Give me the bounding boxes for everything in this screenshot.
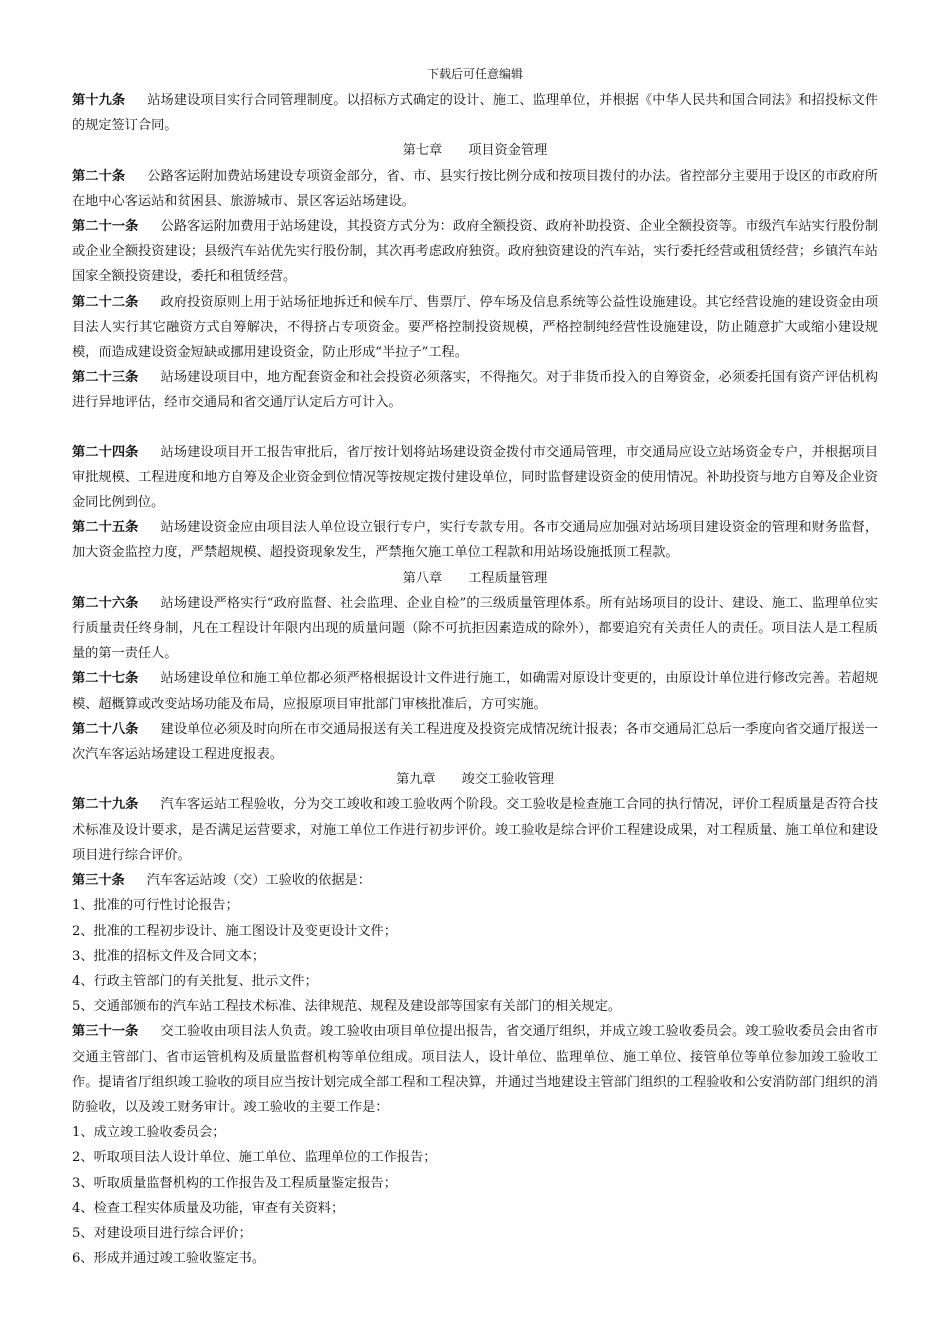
chapter-7-heading: [72, 138, 878, 163]
article-number: 第二十八条: [72, 721, 139, 737]
chapter-title: 项目资金管理: [468, 143, 548, 159]
article-28: [72, 717, 878, 767]
chapter-number: 第九章: [396, 772, 436, 788]
list-item: 2、批准的工程初步设计、施工图设计及变更设计文件；: [72, 923, 397, 939]
article-text: 汽车客运站工程验收，分为交工竣收和竣工验收两个阶段。交工验收是检查施工合同的执行情况，评价工程质量是否符合技术标准及设计要求，是否满足运营要求，对施工单位工作进行初步评价。竣工验收是综合评价工程建设成果，对工程质量、施工单位和建设项目进行综合评价。: [72, 797, 879, 863]
article-text: 公路客运附加费用于站场建设，其投资方式分为：政府全额投资、政府补助投资、企业全额投资等。市级汽车站实行股份制或企业全额投资建设；县级汽车站优先实行股份制，其次再考虑政府独资。政府独资建设的汽车站，实行委托经营或租赁经营；乡镇汽车站国家全额投资建设，委托和租赁经营。: [72, 219, 879, 285]
article-text: 公路客运附加费站场建设专项资金部分，省、市、县实行按比例分成和按项目拨付的办法。省控部分主要用于设区的市政府所在地中心客运站和贫困县、旅游城市、景区客运站场建设。: [72, 168, 878, 209]
article-30: [72, 868, 878, 893]
page-header: 下载后可任意编辑: [426, 67, 523, 81]
chapter-title: 工程质量管理: [468, 570, 548, 586]
article-number: 第二十六条: [72, 595, 139, 611]
article-21: [72, 214, 878, 290]
article-text: 政府投资原则上用于站场征地拆迁和候车厅、售票厅、停车场及信息系统等公益性设施建设。其它经营设施的建设资金由项目法人实行其它融资方式自筹解决，不得挤占专项资金。要严格控制投资规模，严格控制纯经营性设施建设，防止随意扩大或缩小建设规模，而造成建设资金短缺或挪用建设资金，防止形成“半拉子”工程。: [72, 294, 879, 361]
list-item: 4、检查工程实体质量及功能，审查有关资料；: [72, 1200, 345, 1216]
list-item: 4、行政主管部门的有关批复、批示文件；: [72, 973, 318, 989]
article-25: [72, 515, 878, 565]
list-item: 2、听取项目法人设计单位、施工单位、监理单位的工作报告；: [72, 1150, 437, 1166]
article-text: 站场建设项目实行合同管理制度。以招标方式确定的设计、施工、监理单位，并根据《中华人民共和国合同法》和招投标文件的规定签订合同。: [72, 93, 878, 134]
article-number: 第二十三条: [72, 370, 139, 386]
blank-line: [72, 416, 878, 440]
article-number: 第三十条: [72, 873, 125, 889]
article-number: 第二十一条: [72, 219, 139, 235]
article-number: 第二十九条: [72, 797, 139, 813]
article-19: [72, 88, 878, 138]
article-text: 站场建设项目开工报告审批后，省厅按计划将站场建设资金拨付市交通局管理，市交通局应设立站场资金专户，并根据项目审批规模、工程进度和地方自筹及企业资金到位情况等按规定拨付建设单位，同时监督建设资金的使用情况。补助投资与地方自筹及企业资金同比例到位。: [72, 444, 879, 511]
article-number: 第三十一条: [72, 1024, 139, 1040]
list-item: 6、形成并通过竣工验收鉴定书。: [72, 1251, 266, 1267]
chapter-8-heading: [72, 566, 878, 591]
article-number: 第二十二条: [72, 294, 139, 310]
article-24: [72, 440, 878, 516]
article-31: [72, 1019, 878, 1120]
article-text: 建设单位必须及时向所在市交通局报送有关工程进度及投资完成情况统计报表；各市交通局汇总后一季度向省交通厅报送一次汽车客运站场建设工程进度报表。: [72, 721, 879, 763]
article-text: 站场建设资金应由项目法人单位设立银行专户，实行专款专用。各市交通局应加强对站场项目建设资金的管理和财务监督，加大资金监控力度，严禁超规模、超投资现象发生，严禁拖欠施工单位工程款和用站场设施抵顶工程款。: [72, 520, 879, 561]
article-number: 第十九条: [72, 93, 126, 108]
article-number: 第二十四条: [72, 444, 139, 460]
list-item: 3、听取质量监督机构的工作报告及工程质量鉴定报告；: [72, 1175, 397, 1191]
article-number: 第二十五条: [72, 520, 139, 536]
article-29: [72, 792, 878, 868]
list-item: 1、批准的可行性讨论报告；: [72, 898, 239, 914]
chapter-number: 第七章: [402, 143, 443, 159]
article-26: [72, 591, 878, 667]
chapter-9-heading: [72, 767, 878, 792]
chapter-title: 竣交工验收管理: [461, 772, 554, 788]
article-text: 站场建设单位和施工单位都必须严格根据设计文件进行施工，如确需对原设计变更的，由原设计单位进行修改完善。若超规模、超概算或改变站场功能及布局，应报原项目审批部门审核批准后，方可实施。: [72, 671, 879, 712]
article-text: 汽车客运站竣（交）工验收的依据是：: [146, 873, 371, 889]
article-20: [72, 164, 878, 214]
article-22: [72, 290, 878, 366]
article-text: 站场建设项目中，地方配套资金和社会投资必须落实，不得拖欠。对于非货币投入的自筹资金，必须委托国有资产评估机构进行异地评估，经市交通局和省交通厅认定后方可计入。: [72, 370, 879, 411]
article-23: [72, 365, 878, 415]
article-number: 第二十七条: [72, 671, 139, 687]
chapter-number: 第八章: [402, 570, 443, 586]
article-text: 交工验收由项目法人负责。竣工验收由项目单位提出报告，省交通厅组织，并成立竣工验收委员会。竣工验收委员会由省市交通主管部门、省市运管机构及质量监督机构等单位组成。项目法人，设计单位、监理单位、施工单位、接管单位等单位参加竣工验收工作。提请省厅组织竣工验收的项目应当按计划完成全部工程和工程决算，并通过当地建设主管部门组织的工程验收和公安消防部门组织的消防验收，以及竣工财务审计。竣工验收的主要工作是：: [72, 1024, 879, 1115]
list-item: 5、对建设项目进行综合评价；: [72, 1225, 252, 1241]
list-item: 3、批准的招标文件及合同文本；: [72, 948, 266, 964]
list-item: 1、成立竣工验收委员会；: [72, 1125, 226, 1141]
list-item: 5、交通部颁布的汽车站工程技术标准、法律规范、规程及建设部等国家有关部门的相关规定。: [72, 999, 622, 1015]
article-number: 第二十条: [72, 168, 126, 184]
article-text: 站场建设严格实行“政府监督、社会监理、企业自检”的三级质量管理体系。所有站场项目的设计、建设、施工、监理单位实行质量责任终身制，凡在工程设计年限内出现的质量问题（除不可抗拒因素造成的除外），都要追究有关责任人的责任。项目法人是工程质量的第一责任人。: [72, 595, 879, 662]
article-27: [72, 666, 878, 716]
